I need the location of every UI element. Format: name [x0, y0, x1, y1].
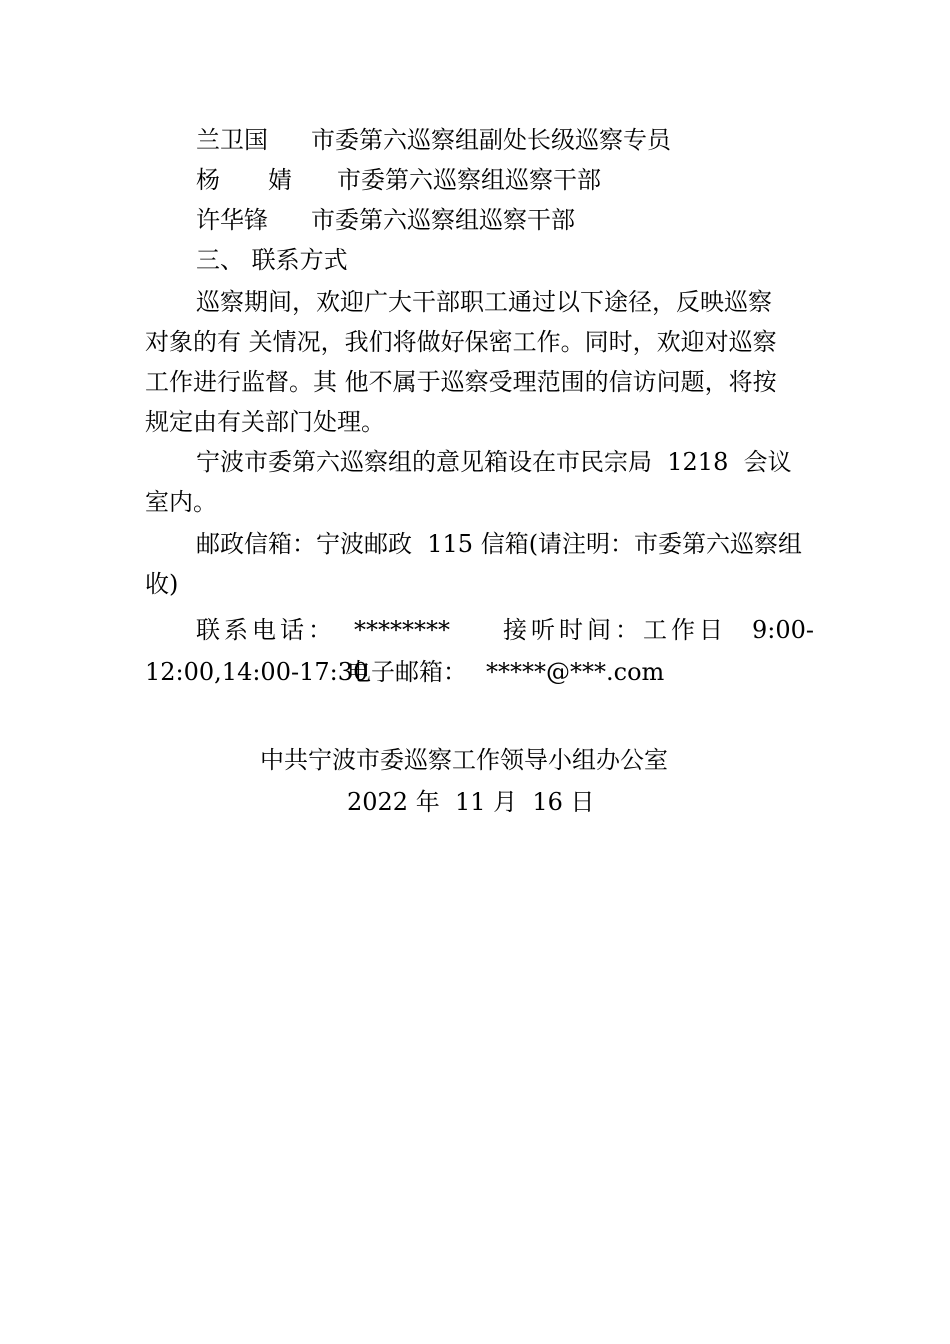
para2-line1: 宁波市委第六巡察组的意见箱设在市民宗局 1218 会议 — [196, 448, 792, 476]
member-role-3: 市委第六巡察组巡察干部 — [311, 206, 575, 234]
para2-line2: 室内。 — [145, 488, 217, 516]
phone-value: ******** — [354, 616, 450, 644]
member-name-3: 许华锋 — [196, 206, 268, 234]
para1-line2: 对象的有 关情况，我们将做好保密工作。同时，欢迎对巡察 — [145, 328, 777, 356]
phone-label: 联系电话： — [196, 616, 336, 644]
section-heading: 三、 联系方式 — [196, 246, 348, 274]
signature-date: 2022 年 11 月 16 日 — [347, 788, 595, 816]
member-role-2: 市委第六巡察组巡察干部 — [337, 166, 601, 194]
para1-line4: 规定由有关部门处理。 — [145, 408, 385, 436]
hours-start: 9:00- — [752, 616, 815, 644]
para1-line3: 工作进行监督。其 他不属于巡察受理范围的信访问题，将按 — [145, 368, 777, 396]
signature-org: 中共宁波市委巡察工作领导小组办公室 — [260, 746, 668, 774]
para1-line1: 巡察期间，欢迎广大干部职工通过以下途径，反映巡察 — [196, 288, 772, 316]
hours-rest: 12:00,14:00-17:30 — [145, 658, 369, 686]
para3-line2: 收) — [145, 570, 179, 598]
member-name-2: 杨 婧 — [196, 166, 292, 194]
email-label: 电子邮箱： — [347, 658, 467, 686]
email-value: *****@***.com — [486, 658, 665, 686]
hours-label: 接听时间：工作日 — [503, 616, 727, 644]
member-name-1: 兰卫国 — [196, 126, 268, 154]
member-role-1: 市委第六巡察组副处长级巡察专员 — [311, 126, 671, 154]
para3-line1: 邮政信箱：宁波邮政 115 信箱(请注明：市委第六巡察组 — [196, 530, 803, 558]
